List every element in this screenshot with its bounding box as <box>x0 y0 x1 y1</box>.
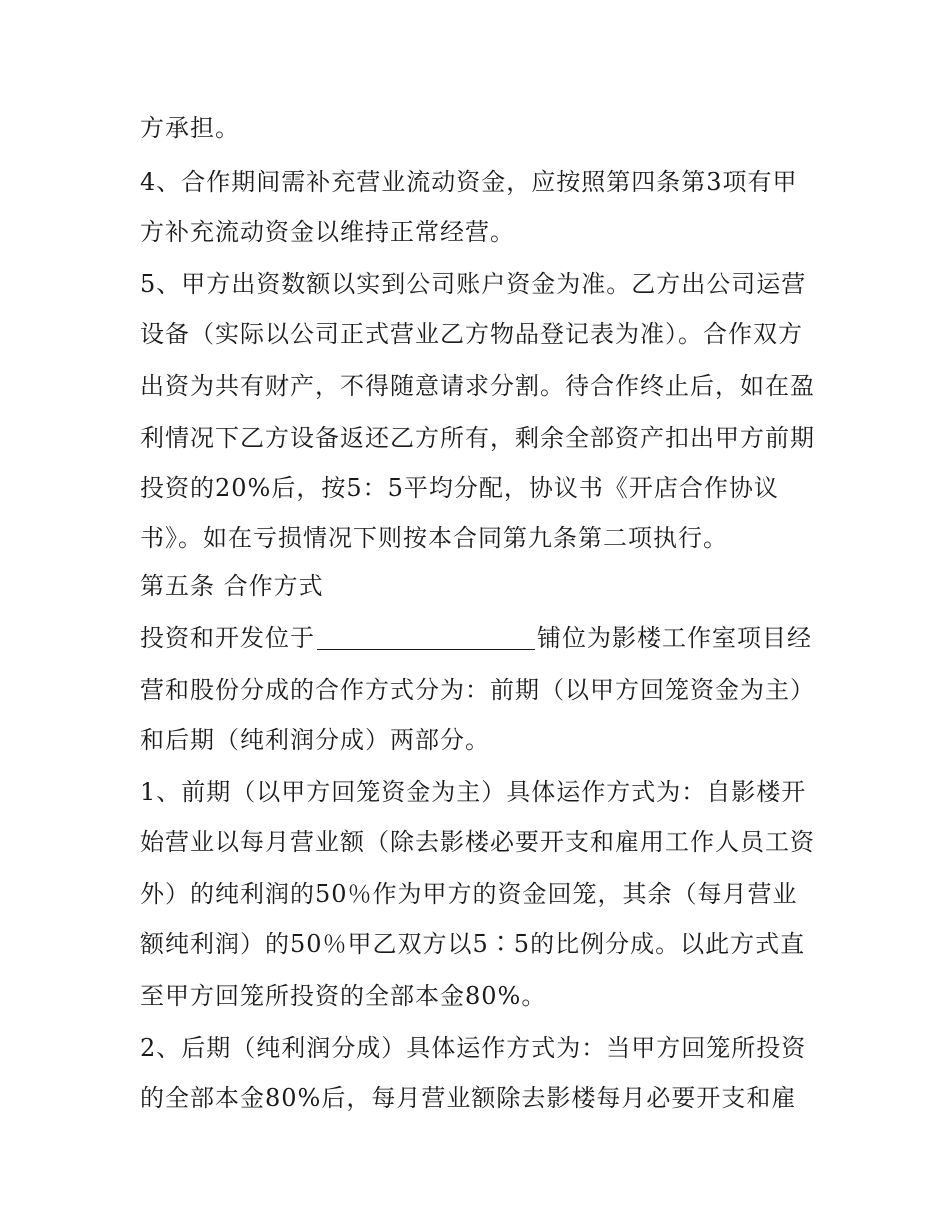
text-line: 书》。如在亏损情况下则按本合同第九条第二项执行。 <box>140 524 728 552</box>
text-line-with-blank <box>140 618 820 658</box>
text-line: 4、合作期间需补充营业流动资金，应按照第四条第3项有甲 <box>140 168 798 196</box>
text-line: 营和股份分成的合作方式分为：前期（以甲方回笼资金为主） <box>140 676 815 704</box>
text-line: 设备（实际以公司正式营业乙方物品登记表为准）。合作双方 <box>140 320 803 348</box>
text-line: 的全部本金80%后，每月营业额除去影楼每月必要开支和雇 <box>140 1084 797 1112</box>
blank-after-text: 铺位为影楼工作室项目经 <box>537 624 812 652</box>
text-line: 始营业以每月营业额（除去影楼必要开支和雇用工作人员工资 <box>140 828 815 856</box>
text-line: 额纯利润）的50％甲乙双方以5∶5的比例分成。以此方式直 <box>140 930 806 958</box>
text-line: 2、后期（纯利润分成）具体运作方式为：当甲方回笼所投资 <box>140 1034 807 1062</box>
text-line: 和后期（纯利润分成）两部分。 <box>140 726 490 754</box>
text-line: 方承担。 <box>140 114 240 142</box>
fill-in-blank[interactable] <box>317 623 535 650</box>
text-line: 投资的20%后，按5：5平均分配，协议书《开店合作协议 <box>140 474 779 502</box>
text-line: 出资为共有财产，不得随意请求分割。待合作终止后，如在盈 <box>140 372 815 400</box>
text-line: 1、前期（以甲方回笼资金为主）具体运作方式为：自影楼开 <box>140 778 807 806</box>
text-line: 利情况下乙方设备返还乙方所有，剩余全部资产扣出甲方前期 <box>140 424 815 452</box>
text-line: 5、甲方出资数额以实到公司账户资金为准。乙方出公司运营 <box>140 270 807 298</box>
blank-before-text: 投资和开发位于 <box>140 624 315 652</box>
text-line: 方补充流动资金以维持正常经营。 <box>140 218 515 246</box>
text-line: 外）的纯利润的50％作为甲方的资金回笼，其余（每月营业 <box>140 880 798 908</box>
section-heading: 第五条 合作方式 <box>140 572 324 600</box>
text-line: 至甲方回笼所投资的全部本金80%。 <box>140 982 547 1010</box>
